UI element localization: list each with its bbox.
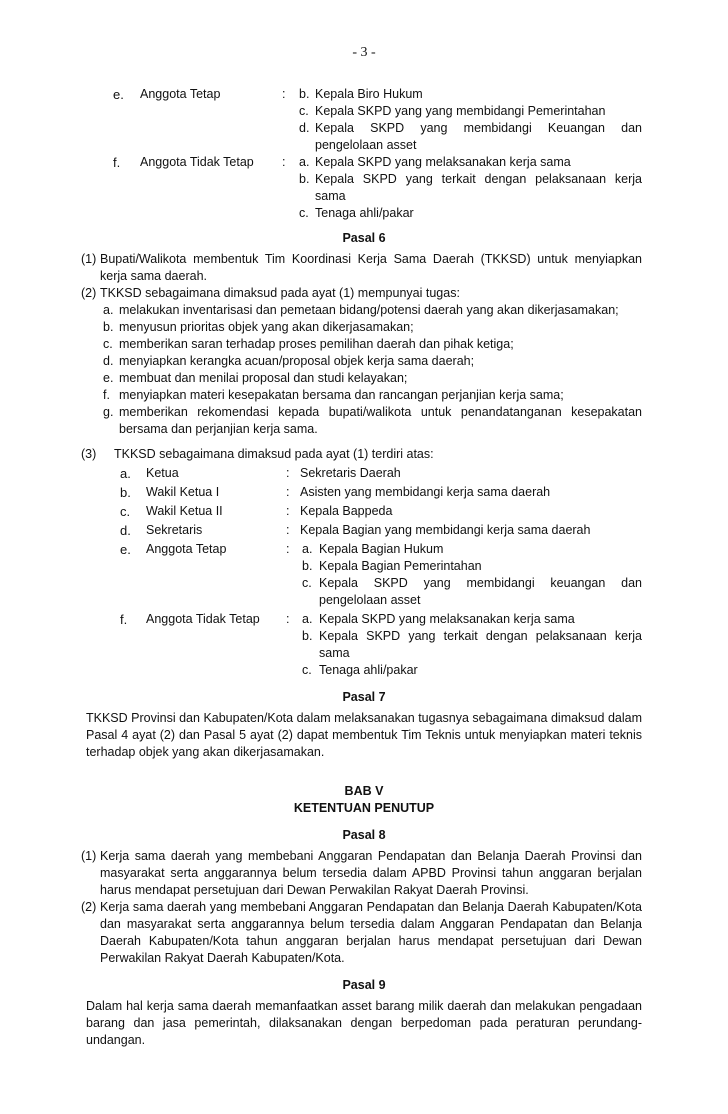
- item-letter: d.: [299, 121, 310, 135]
- colon: :: [286, 504, 290, 518]
- member-item: [86, 575, 642, 609]
- pasal8-ayat: [81, 848, 642, 899]
- bab-title: BAB V: [344, 784, 384, 798]
- group-key: f.: [120, 612, 128, 627]
- colon: :: [286, 523, 290, 537]
- row-key: c.: [120, 504, 131, 519]
- member-group: [86, 611, 642, 679]
- pasal7-title: Pasal 7: [342, 690, 386, 704]
- item-letter: c.: [103, 337, 113, 351]
- item-letter: a.: [103, 303, 114, 317]
- member-group: [86, 541, 642, 609]
- group-label: Anggota Tidak Tetap: [146, 612, 260, 626]
- member-item: [86, 171, 642, 205]
- item-letter: a.: [299, 155, 310, 169]
- item-text: melakukan inventarisasi dan pemetaan bidang/potensi daerah yang akan dikerjasamakan;: [119, 303, 619, 317]
- group-key: e.: [113, 87, 124, 102]
- tugas-list: [86, 302, 642, 438]
- item-text: Kepala SKPD yang yang membidangi Pemerintahan: [315, 104, 606, 118]
- ayat-number: (1): [81, 849, 97, 863]
- tugas-item: [86, 353, 642, 370]
- row-value: Kepala Bappeda: [300, 504, 393, 518]
- item-letter: c.: [299, 206, 309, 220]
- pasal8-title: Pasal 8: [342, 828, 386, 842]
- member-item: [86, 120, 642, 154]
- row-label: Wakil Ketua II: [146, 504, 223, 518]
- pasal8-list: [81, 848, 642, 967]
- item-text: Kepala Bagian Pemerintahan: [319, 559, 482, 573]
- tugas-item: [86, 319, 642, 336]
- document-body: [81, 86, 642, 1049]
- row-label: Ketua: [146, 466, 179, 480]
- row-value: Kepala Bagian yang membidangi kerja sama daerah: [300, 523, 591, 537]
- colon: :: [286, 612, 290, 626]
- row-value: Asisten yang membidangi kerja sama daerah: [300, 485, 551, 499]
- colon: :: [286, 485, 290, 499]
- member-item: [86, 628, 642, 662]
- ayat-text: Bupati/Walikota membentuk Tim Koordinasi Kerja Sama Daerah (TKKSD) untuk menyiapkan kerja sama daerah.: [100, 252, 642, 283]
- item-letter: b.: [299, 87, 310, 101]
- item-text: Kepala SKPD yang membidangi Keuangan dan pengelolaan asset: [315, 121, 642, 152]
- item-letter: c.: [302, 663, 312, 677]
- member-item: [86, 662, 642, 679]
- ayat-text: Kerja sama daerah yang membebani Anggaran Pendapatan dan Belanja Daerah Provinsi dan masyarakat serta anggarannya belum tersedia dalam APBD Provinsi tahun anggaran berjalan harus mendapat persetujuan dari Dewan Perwakilan Rakyat Daerah Provinsi.: [100, 849, 642, 897]
- pasal6-ayat-3: [81, 446, 642, 463]
- member-item: [86, 103, 642, 120]
- tugas-item: [86, 404, 642, 438]
- item-text: membuat dan menilai proposal dan studi kelayakan;: [119, 371, 408, 385]
- item-text: Kepala Bagian Hukum: [319, 542, 444, 556]
- item-text: menyiapkan kerangka acuan/proposal objek kerja sama daerah;: [119, 354, 475, 368]
- ayat-number: (2): [81, 900, 97, 914]
- ayat-number: (2): [81, 286, 97, 300]
- pasal7-text: TKKSD Provinsi dan Kabupaten/Kota dalam melaksanakan tugasnya sebagaimana dimaksud dalam Pasal 4 ayat (2) dan Pasal 5 ayat (2) dapat membentuk Tim Teknis untuk menyiapkan materi teknis terhadap objek yang akan dikerjasamakan.: [86, 711, 642, 759]
- susunan-row: [86, 465, 642, 482]
- item-text: Kepala Biro Hukum: [315, 87, 423, 101]
- row-label: Sekretaris: [146, 523, 203, 537]
- item-letter: c.: [302, 576, 312, 590]
- pasal9-text: Dalam hal kerja sama daerah memanfaatkan asset barang milik daerah dan melakukan pengadaan barang dan jasa pemerintah, dilaksanakan dengan berpedoman pada peraturan perundang-undangan.: [86, 999, 642, 1047]
- item-text: Kepala SKPD yang membidangi keuangan dan pengelolaan asset: [319, 576, 642, 607]
- item-letter: a.: [302, 542, 313, 556]
- colon: :: [282, 87, 286, 101]
- item-text: menyiapkan materi kesepakatan bersama dan rancangan perjanjian kerja sama;: [119, 388, 564, 402]
- susunan-list: [86, 465, 642, 679]
- group-label: Anggota Tidak Tetap: [140, 155, 254, 169]
- page-number: - 3 -: [352, 45, 376, 60]
- item-text: Kepala SKPD yang terkait dengan pelaksanaan kerja sama: [315, 172, 642, 203]
- group-label: Anggota Tetap: [146, 542, 227, 556]
- group-label: Anggota Tetap: [140, 87, 221, 101]
- pasal9-title: Pasal 9: [342, 978, 386, 992]
- tugas-item: [86, 387, 642, 404]
- susunan-members: [86, 541, 642, 679]
- item-letter: f.: [103, 388, 110, 402]
- top-member-list: [86, 86, 642, 222]
- item-text: Kepala SKPD yang melaksanakan kerja sama: [319, 612, 575, 626]
- item-letter: b.: [302, 629, 313, 643]
- colon: :: [286, 542, 290, 556]
- pasal6-ayat-2: [81, 285, 642, 302]
- member-item: [86, 541, 642, 558]
- item-letter: b.: [302, 559, 313, 573]
- member-item: [86, 611, 642, 628]
- tugas-item: [86, 302, 642, 319]
- item-letter: a.: [302, 612, 313, 626]
- pasal8-ayat: [81, 899, 642, 967]
- group-key: f.: [113, 155, 121, 170]
- tugas-item: [86, 336, 642, 353]
- row-value: Sekretaris Daerah: [300, 466, 401, 480]
- item-letter: e.: [103, 371, 114, 385]
- item-letter: g.: [103, 405, 114, 419]
- pasal6-ayat-1: [81, 251, 642, 285]
- item-letter: b.: [299, 172, 310, 186]
- row-key: d.: [120, 523, 131, 538]
- ayat-number: (1): [81, 252, 97, 266]
- tugas-item: [86, 370, 642, 387]
- ayat-text: TKKSD sebagaimana dimaksud pada ayat (1) terdiri atas:: [114, 447, 434, 461]
- item-letter: d.: [103, 354, 114, 368]
- susunan-row: [86, 484, 642, 501]
- item-text: Tenaga ahli/pakar: [315, 206, 414, 220]
- colon: :: [282, 155, 286, 169]
- member-group: [86, 154, 642, 222]
- ayat-text: TKKSD sebagaimana dimaksud pada ayat (1) mempunyai tugas:: [100, 286, 460, 300]
- item-text: menyusun prioritas objek yang akan dikerjasamakan;: [119, 320, 414, 334]
- row-key: a.: [120, 466, 131, 481]
- item-text: memberikan rekomendasi kepada bupati/walikota untuk penandatanganan kesepakatan bersama dan perjanjian kerja sama.: [119, 405, 642, 436]
- item-text: Kepala SKPD yang terkait dengan pelaksanaan kerja sama: [319, 629, 642, 660]
- item-text: memberikan saran terhadap proses pemilihan daerah dan pihak ketiga;: [119, 337, 514, 351]
- susunan-row: [86, 522, 642, 539]
- ayat-text: Kerja sama daerah yang membebani Anggaran Pendapatan dan Belanja Daerah Kabupaten/Kota dan masyarakat serta anggarannya belum tersedia dalam Anggaran Pendapatan dan Belanja Daerah Kabupaten/Kota tahun anggaran berjalan harus mendapat persetujuan dari Dewan Perwakilan Rakyat Daerah Kabupaten/Kota.: [100, 900, 642, 965]
- member-item: [86, 205, 642, 222]
- member-item: [86, 558, 642, 575]
- item-letter: c.: [299, 104, 309, 118]
- row-key: b.: [120, 485, 131, 500]
- member-item: [86, 154, 642, 171]
- ayat-number: (3): [81, 447, 97, 461]
- colon: :: [286, 466, 290, 480]
- item-text: Tenaga ahli/pakar: [319, 663, 418, 677]
- pasal6-title: Pasal 6: [342, 231, 386, 245]
- item-text: Kepala SKPD yang melaksanakan kerja sama: [315, 155, 571, 169]
- item-letter: b.: [103, 320, 114, 334]
- group-key: e.: [120, 542, 131, 557]
- row-label: Wakil Ketua I: [146, 485, 220, 499]
- member-item: [86, 86, 642, 103]
- bab-subtitle: KETENTUAN PENUTUP: [293, 801, 435, 815]
- susunan-row: [86, 503, 642, 520]
- member-group: [86, 86, 642, 154]
